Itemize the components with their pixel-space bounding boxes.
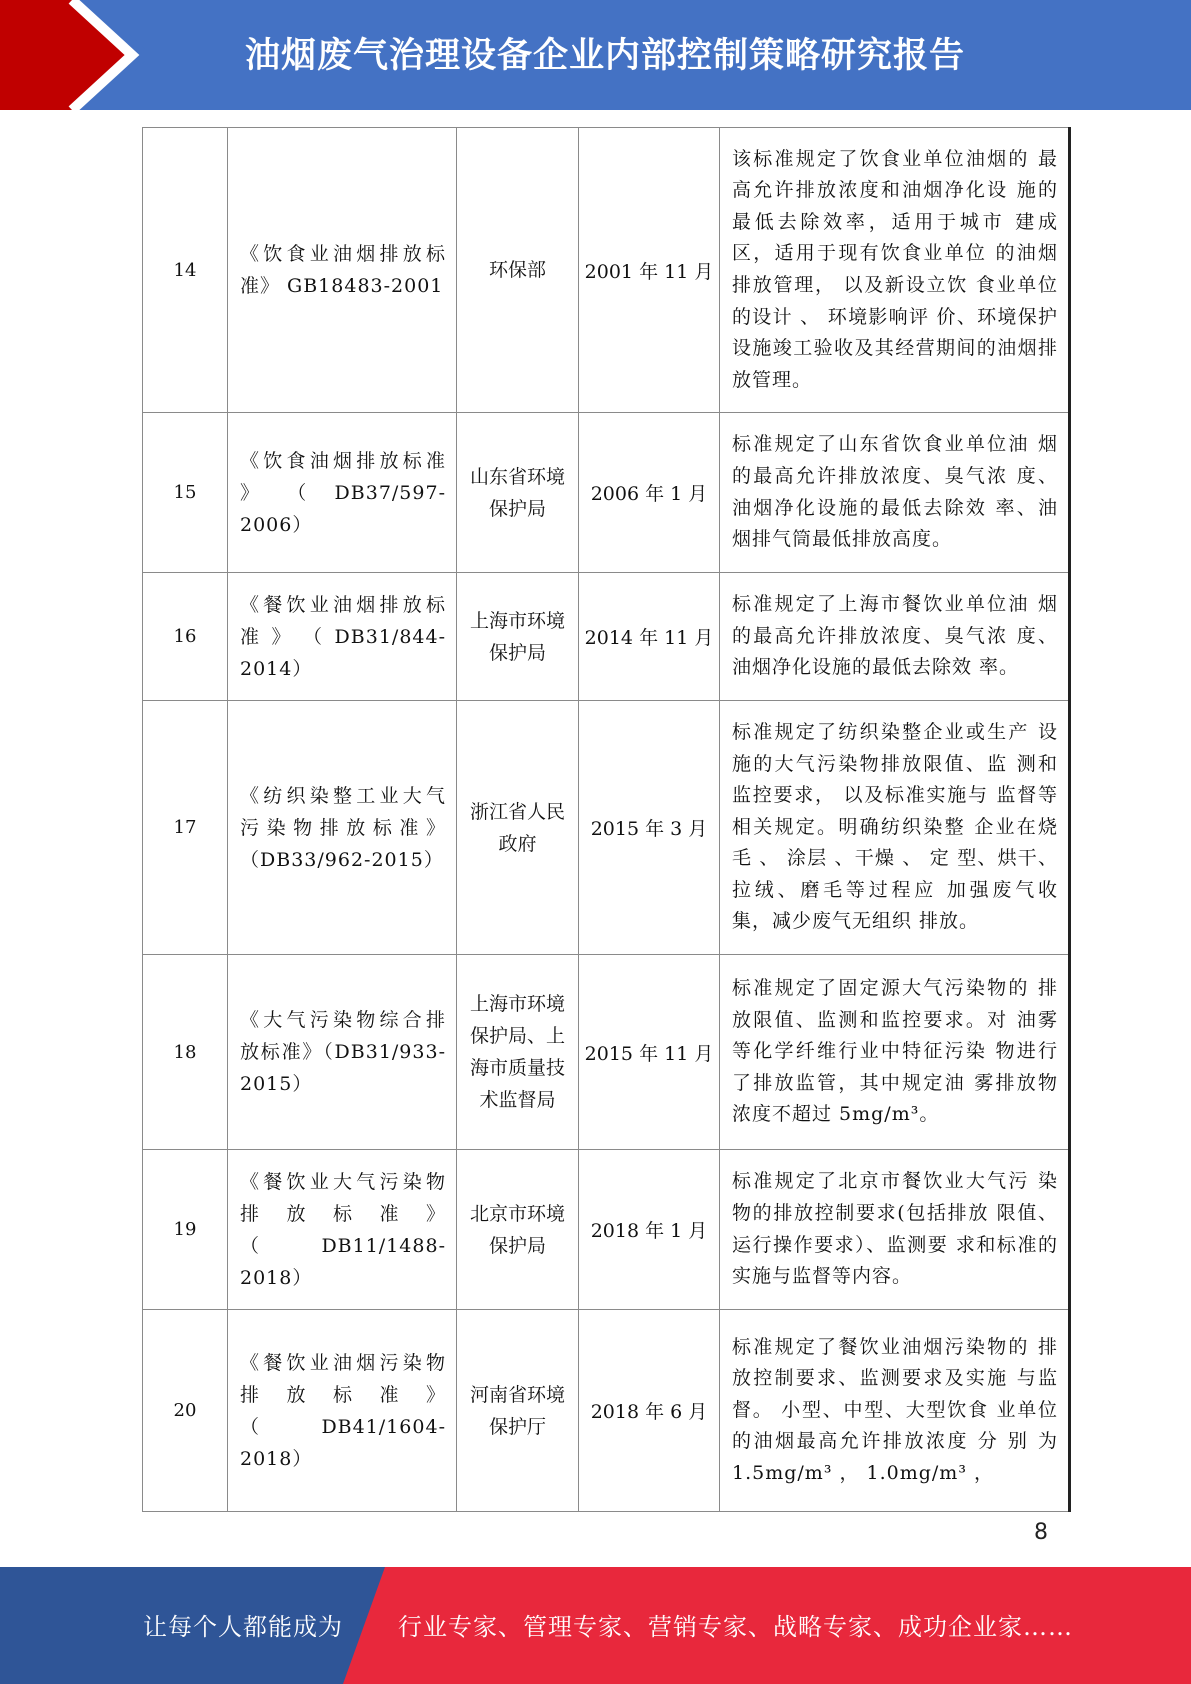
issuing-department: 上海市环境保护局 (457, 573, 579, 701)
issue-date: 2018 年 6 月 (579, 1310, 720, 1512)
issuing-department: 浙江省人民政府 (457, 701, 579, 955)
issuing-department: 北京市环境保护局 (457, 1150, 579, 1310)
standards-table (142, 127, 1071, 1512)
table-row (143, 413, 1070, 573)
standard-description: 标准规定了餐饮业油烟污染物的 排放控制要求、监测要求及实施 与监督。 小型、中型、大型饮食 业单位的油烟最高允许排放浓度 分 别 为 1.5mg/m³ ， 1.0mg/m³ ， (720, 1310, 1070, 1512)
row-number: 17 (143, 701, 228, 955)
standard-description: 标准规定了北京市餐饮业大气污 染物的排放控制要求(包括排放 限值、运行操作要求）、监测要 求和标准的实施与监督等内容。 (720, 1150, 1070, 1310)
table-row (143, 1150, 1070, 1310)
standard-description: 标准规定了纺织染整企业或生产 设施的大气污染物排放限值、监 测和监控要求， 以及标准实施与 监督等相关规定。明确纺织染整 企业在烧毛 、 涂层 、干燥 、 定 型、烘干、拉绒、磨毛等过程应 加强废气收集，减少废气无组织 排放。 (720, 701, 1070, 955)
standard-name: 《纺织染整工业大气 污染物排放标准》（DB33/962-2015） (228, 701, 457, 955)
table-row (143, 701, 1070, 955)
standard-description: 标准规定了山东省饮食业单位油 烟的最高允许排放浓度、臭气浓 度、油烟净化设施的最低去除效 率、油烟排气筒最低排放高度。 (720, 413, 1070, 573)
table-row (143, 1310, 1070, 1512)
page-number: 8 (1034, 1520, 1048, 1545)
standard-name: 《餐饮业油烟排放标 准 》 （ DB31/844- 2014） (228, 573, 457, 701)
standard-description: 标准规定了固定源大气污染物的 排放限值、监测和监控要求。对 油雾等化学纤维行业中特征污染 物进行了排放监管，其中规定油 雾排放物浓度不超过 5mg/m³。 (720, 955, 1070, 1150)
issuing-department: 环保部 (457, 128, 579, 413)
issue-date: 2015 年 3 月 (579, 701, 720, 955)
standard-name: 《饮食油烟排放标准 》 （ DB37/597- 2006） (228, 413, 457, 573)
page-header (0, 0, 1191, 110)
row-number: 18 (143, 955, 228, 1150)
standard-name: 《餐饮业大气污染物 排 放 标 准 》（DB11/1488-2018） (228, 1150, 457, 1310)
footer-slogan-right: 行业专家、管理专家、营销专家、战略专家、成功企业家…… (398, 1613, 1073, 1641)
row-number: 20 (143, 1310, 228, 1512)
issue-date: 2001 年 11 月 (579, 128, 720, 413)
issuing-department: 山东省环境保护局 (457, 413, 579, 573)
issue-date: 2006 年 1 月 (579, 413, 720, 573)
report-title: 油烟废气治理设备企业内部控制策略研究报告 (245, 36, 966, 76)
table-row (143, 573, 1070, 701)
issue-date: 2014 年 11 月 (579, 573, 720, 701)
row-number: 16 (143, 573, 228, 701)
table-row (143, 128, 1070, 413)
row-number: 15 (143, 413, 228, 573)
standard-description: 标准规定了上海市餐饮业单位油 烟的最高允许排放浓度、臭气浓 度、油烟净化设施的最低去除效 率。 (720, 573, 1070, 701)
footer-slogan-left: 让每个人都能成为 (143, 1613, 343, 1641)
standard-description: 该标准规定了饮食业单位油烟的 最高允许排放浓度和油烟净化设 施的最低去除效率，适用于城市 建成区，适用于现有饮食业单位 的油烟排放管理， 以及新设立饮 食业单位的设计 、 环境影响评 价、环境保护设施竣工验收及其经营期间的油烟排放管理。 (720, 128, 1070, 413)
row-number: 19 (143, 1150, 228, 1310)
standard-name: 《大气污染物综合排 放标准》（DB31/933- 2015） (228, 955, 457, 1150)
issue-date: 2018 年 1 月 (579, 1150, 720, 1310)
issuing-department: 河南省环境保护厅 (457, 1310, 579, 1512)
page-footer (0, 1567, 1191, 1684)
row-number: 14 (143, 128, 228, 413)
standard-name: 《餐饮业油烟污染物 排 放 标 准 》（DB41/1604-2018） (228, 1310, 457, 1512)
table-row (143, 955, 1070, 1150)
standard-name: 《饮食业油烟排放标 准》 GB18483-2001 (228, 128, 457, 413)
issue-date: 2015 年 11 月 (579, 955, 720, 1150)
issuing-department: 上海市环境保护局、上海市质量技术监督局 (457, 955, 579, 1150)
